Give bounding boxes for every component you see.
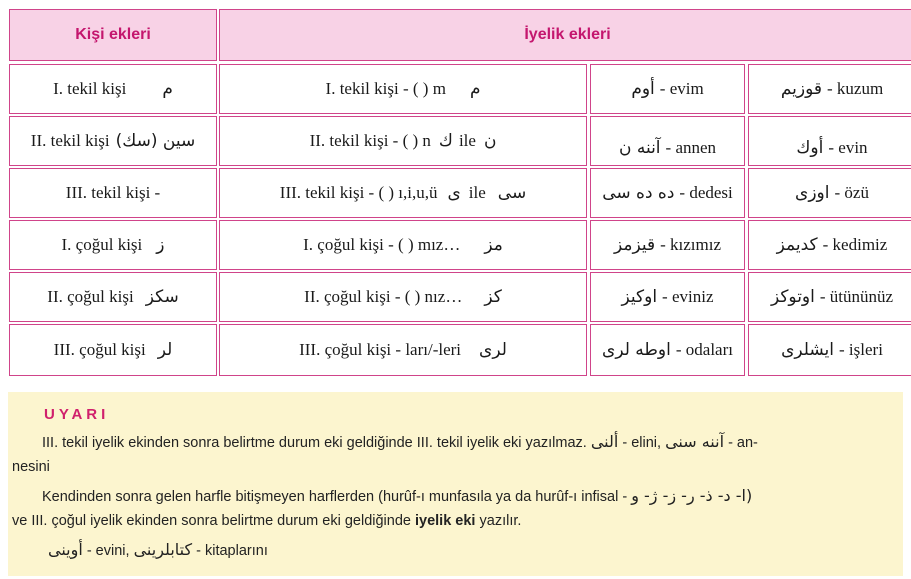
kisi-label: III. tekil kişi - xyxy=(65,183,161,202)
example-arabic: قوزيم xyxy=(780,79,822,99)
note-arabic: ألنى xyxy=(590,432,619,451)
example-cell xyxy=(590,168,745,218)
iyelik-label: III. tekil kişi - ( ) ı,i,u,ü xyxy=(279,183,438,202)
note-line-5 xyxy=(48,540,268,559)
table-row-kisi xyxy=(9,116,217,166)
example-arabic: ده ده سى xyxy=(602,183,675,203)
iyelik-label: III. çoğul kişi - ları/-leri xyxy=(299,340,462,359)
iyelik-arabic: ن xyxy=(483,131,497,151)
iyelik-label: II. çoğul kişi - ( ) nız… xyxy=(304,287,463,306)
kisi-label: I. tekil kişi xyxy=(53,79,127,98)
kisi-label: II. tekil kişi xyxy=(30,131,110,150)
iyelik-connector: ile xyxy=(458,131,476,150)
example-turkish: - ütününüz xyxy=(819,287,894,306)
example-turkish: - işleri xyxy=(839,340,883,359)
table-row-kisi xyxy=(9,168,217,218)
warning-title: UYARI xyxy=(44,406,110,423)
note-arabic: (ا- د- ذ- ر- ز- ژ- و xyxy=(631,486,753,505)
table-row-iyelik xyxy=(219,324,587,376)
note-text: III. tekil iyelik ekinden sonra belirtme durum eki geldiğinde III. tekil iyelik eki yazılmaz. xyxy=(42,435,587,451)
table-row-kisi xyxy=(9,64,217,114)
example-cell xyxy=(748,116,911,166)
iyelik-connector: ile xyxy=(468,183,486,202)
iyelik-arabic: م xyxy=(469,79,481,99)
example-turkish: - evin xyxy=(828,138,868,157)
iyelik-label: II. tekil kişi - ( ) n xyxy=(309,131,431,150)
kisi-arabic: لر xyxy=(157,340,173,360)
example-turkish: - kızımız xyxy=(660,235,722,254)
note-arabic: أوينى xyxy=(48,540,83,559)
iyelik-arabic: مز xyxy=(484,235,503,255)
example-cell xyxy=(590,220,745,270)
note-arabic: كتابلرينى xyxy=(133,540,193,559)
header-kisi-ekleri: Kişi ekleri xyxy=(9,9,217,61)
note-text: ve III. çoğul iyelik ekinden sonra belirtme durum eki geldiğinde xyxy=(12,513,411,529)
note-bold-text: iyelik eki xyxy=(415,513,476,529)
warning-note xyxy=(8,392,903,576)
table-row-iyelik xyxy=(219,116,587,166)
note-arabic: آننه سنى xyxy=(665,432,725,451)
example-turkish: - annen xyxy=(665,138,717,157)
example-cell xyxy=(590,116,745,166)
table-row-kisi xyxy=(9,324,217,376)
example-turkish: - kuzum xyxy=(826,79,884,98)
example-cell xyxy=(748,220,911,270)
kisi-label: III. çoğul kişi xyxy=(53,340,146,359)
example-arabic: ايشلرى xyxy=(781,340,835,360)
table-row-iyelik xyxy=(219,220,587,270)
table-row-iyelik xyxy=(219,168,587,218)
example-cell xyxy=(590,324,745,376)
kisi-label: I. çoğul kişi xyxy=(61,235,143,254)
example-turkish: - kedimiz xyxy=(822,235,888,254)
example-turkish: - evim xyxy=(659,79,704,98)
example-cell xyxy=(748,272,911,322)
iyelik-arabic: كز xyxy=(484,287,502,307)
note-text: yazılır. xyxy=(479,513,522,529)
example-turkish: - özü xyxy=(834,183,869,202)
kisi-arabic: سكز xyxy=(145,287,179,307)
example-cell xyxy=(590,64,745,114)
note-text: - elini, xyxy=(622,435,662,451)
kisi-label: II. çoğul kişi xyxy=(47,287,134,306)
example-arabic: أوك xyxy=(796,138,824,158)
iyelik-label: I. tekil kişi - ( ) m xyxy=(325,79,446,98)
note-line-2: nesini xyxy=(12,459,50,475)
example-turkish: - eviniz xyxy=(662,287,714,306)
table-row-kisi xyxy=(9,272,217,322)
example-cell xyxy=(748,168,911,218)
note-text: - evini, xyxy=(86,543,130,559)
example-arabic: أوم xyxy=(631,79,655,99)
example-arabic: اوزى xyxy=(795,183,830,203)
note-text: Kendinden sonra gelen harfle bitişmeyen harflerden (hurûf-ı munfasıla ya da hurûf-ı infisal - xyxy=(42,489,628,505)
kisi-arabic: ز xyxy=(156,235,165,255)
header-iyelik-ekleri: İyelik ekleri xyxy=(219,9,911,61)
example-arabic: اوكيز xyxy=(621,287,658,307)
iyelik-arabic: ى xyxy=(447,183,461,203)
example-cell xyxy=(748,64,911,114)
example-cell xyxy=(590,272,745,322)
note-line-3 xyxy=(42,486,752,505)
example-arabic: اوتوكز xyxy=(770,287,815,307)
iyelik-arabic: سى xyxy=(497,183,527,203)
iyelik-arabic: ك xyxy=(438,131,453,151)
kisi-arabic: سين (سك) xyxy=(115,131,196,151)
iyelik-label: I. çoğul kişi - ( ) mız… xyxy=(303,235,461,254)
example-cell xyxy=(748,324,911,376)
table-row-kisi xyxy=(9,220,217,270)
kisi-arabic: م xyxy=(162,79,173,99)
iyelik-arabic: لرى xyxy=(479,340,507,360)
note-line-4 xyxy=(12,513,521,529)
table-row-iyelik xyxy=(219,64,587,114)
table-row-iyelik xyxy=(219,272,587,322)
note-line-1 xyxy=(42,432,758,451)
example-arabic: اوطه لرى xyxy=(602,340,671,360)
example-turkish: - dedesi xyxy=(679,183,733,202)
note-text: - kitaplarını xyxy=(196,543,268,559)
example-arabic: كديمز xyxy=(776,235,818,255)
note-text: - an- xyxy=(728,435,758,451)
example-turkish: - odaları xyxy=(675,340,733,359)
example-arabic: آننه ن xyxy=(618,138,661,158)
example-arabic: قيزمز xyxy=(613,235,656,255)
